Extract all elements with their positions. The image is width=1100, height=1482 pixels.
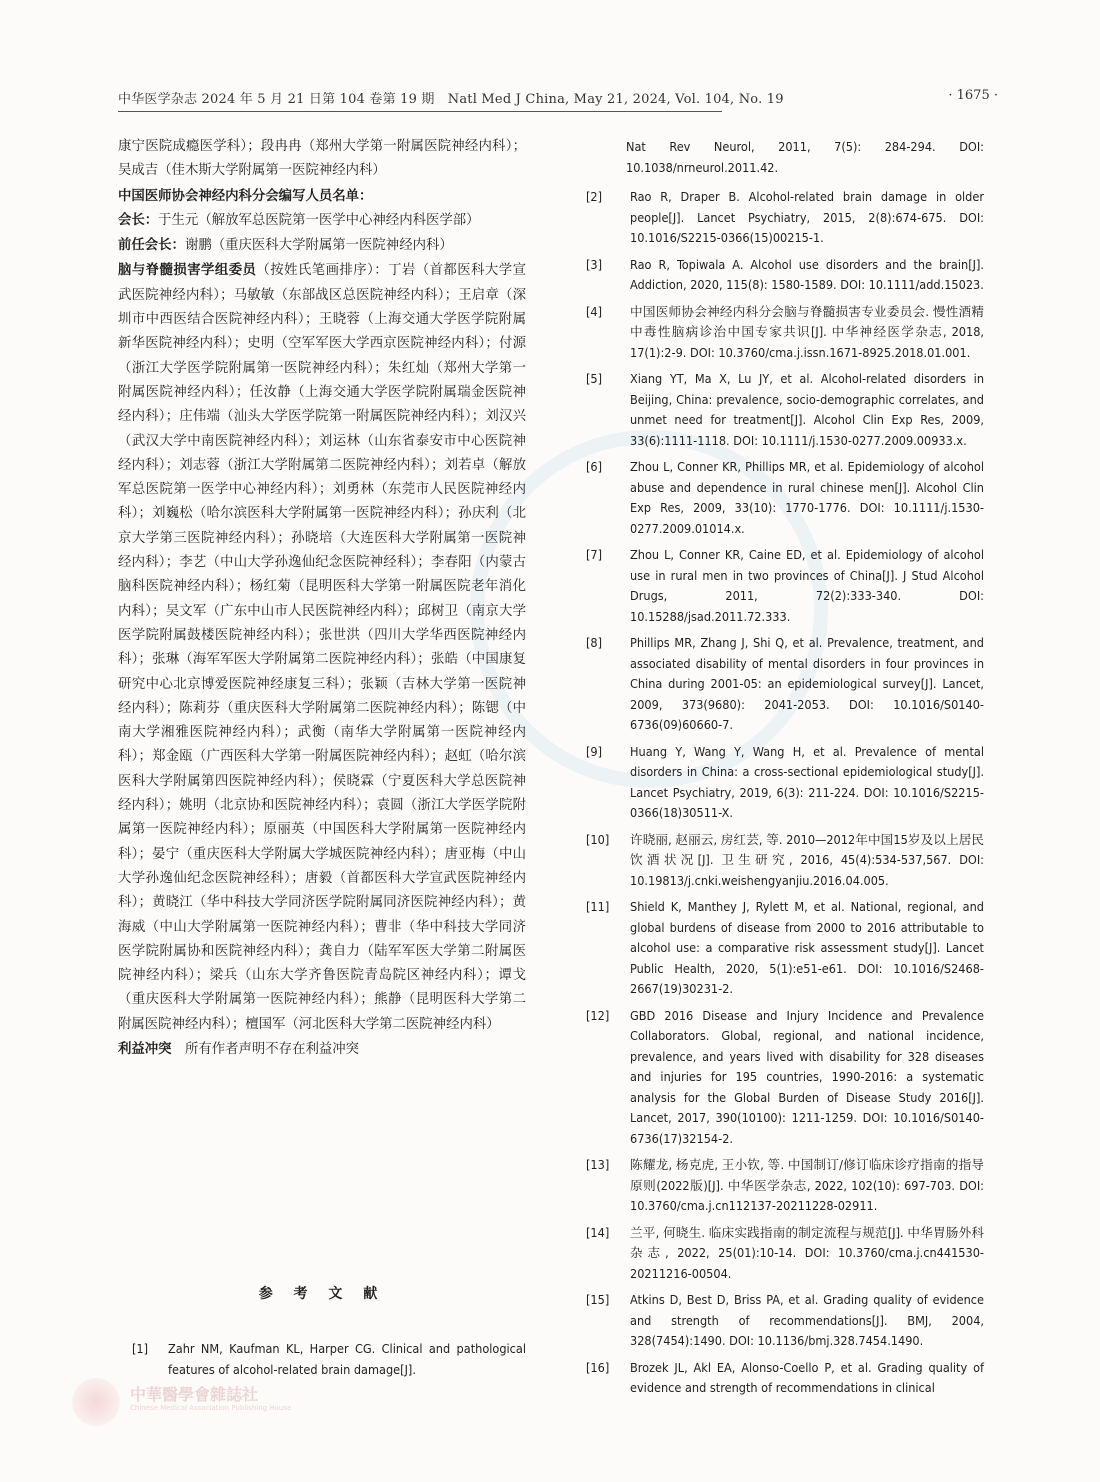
conflict-text: 所有作者声明不存在利益冲突 bbox=[171, 1041, 360, 1057]
former-president-line bbox=[118, 233, 526, 258]
reference-continuation: Nat Rev Neurol, 2011, 7(5): 284-294. DOI: 10.1038/nrneurol.2011.42. bbox=[626, 139, 984, 175]
reference-number: [12] bbox=[586, 1007, 610, 1023]
reference-number: [6] bbox=[586, 459, 603, 474]
reference-number: [7] bbox=[586, 547, 603, 562]
reference-item bbox=[586, 545, 984, 627]
reference-number: [16] bbox=[586, 1359, 610, 1375]
reference-item bbox=[586, 369, 984, 451]
reference-item bbox=[586, 742, 984, 824]
former-president-text: 谢鹏（重庆医科大学附属第一医院神经内科） bbox=[184, 238, 453, 254]
reference-number: [5] bbox=[586, 371, 603, 386]
reference-text: Huang Y, Wang Y, Wang H, et al. Prevalence of mental disorders in China: a cross-sectional epidemiological study[J]. Lancet Psychiatry, 2019, 6(3): 211-224. DOI: 10.1016/S2215-0366(18)30511-X. bbox=[630, 743, 984, 820]
conflict-label: 利益冲突 bbox=[118, 1040, 172, 1057]
reference-text: Rao R, Topiwala A. Alcohol use disorders and the brain[J]. Addiction, 2020, 115(8): 1580-1589. DOI: 10.1111/add.15023. bbox=[630, 256, 984, 292]
reference-text: GBD 2016 Disease and Injury Incidence and Prevalence Collaborators. Global, regional, and national incidence, prevalence, and years lived with disability for 328 diseases and injuries for 195 countries, 1990-2016: a systematic analysis for the Global Burden of Disease Study 2016[J]. Lancet, 2017, 390(10100): 1211-1259. DOI: 10.1016/S0140-6736(17)32154-2. bbox=[630, 1007, 984, 1146]
reference-item bbox=[586, 255, 984, 296]
reference-number: [4] bbox=[586, 303, 603, 319]
references-right bbox=[586, 137, 984, 1405]
reference-number: [15] bbox=[586, 1292, 610, 1307]
reference-item bbox=[586, 1223, 984, 1285]
reference-item bbox=[586, 1358, 984, 1399]
reference-item bbox=[586, 1290, 984, 1352]
reference-text: Zhou L, Conner KR, Phillips MR, et al. Epidemiology of alcohol abuse and dependence in rural chinese men[J]. Alcohol Clin Exp Res, 2009, 33(10): 1770-1776. DOI: 10.1111/j.1530-0277.2009.01014.x. bbox=[630, 459, 984, 536]
reference-text: 兰平, 何晓生. 临床实践指南的制定流程与规范[J]. 中华胃肠外科杂志, 2022, 25(01):10-14. DOI: 10.3760/cma.j.cn441530-20211216-00504. bbox=[630, 1224, 984, 1281]
conflict-of-interest bbox=[118, 1037, 526, 1062]
reference-number: [11] bbox=[586, 899, 610, 914]
reference-text: Atkins D, Best D, Briss PA, et al. Grading quality of evidence and strength of recommendations[J]. BMJ, 2004, 328(7454):1490. DOI: 10.1136/bmj.328.7454.1490. bbox=[630, 1292, 984, 1348]
reference-text: Xiang YT, Ma X, Lu JY, et al. Alcohol-related disorders in Beijing, China: prevalence, socio-demographic correlates, and unmet need for treatment[J]. Alcohol Clin Exp Res, 2009, 33(6):1111-1118. DOI: 10.1111/j.1530-0277.2009.00933.x. bbox=[630, 371, 984, 448]
running-header bbox=[118, 88, 998, 112]
reference-item bbox=[586, 302, 984, 364]
former-president-label: 前任会长： bbox=[118, 237, 185, 254]
reference-item bbox=[586, 457, 984, 539]
reference-item bbox=[586, 830, 984, 892]
reference-item bbox=[586, 633, 984, 736]
reference-text: 中国医师协会神经内科分会脑与脊髓损害专业委员会. 慢性酒精中毒性脑病诊治中国专家共识[J]. 中华神经医学杂志, 2018, 17(1):2-9. DOI: 10.3760/cma.j.issn.1671-8925.2018.01.001. bbox=[630, 303, 984, 360]
references-heading: 参 考 文 献 bbox=[258, 1286, 386, 1302]
reference-text: Shield K, Manthey J, Rylett M, et al. National, regional, and global burdens of disease from 2000 to 2016 attributable to alcohol use: a comparative risk assessment study[J]. Lancet Public Health, 2020, 5(1):e51-e61. DOI: 10.1016/S2468-2667(19)30231-2. bbox=[630, 899, 984, 996]
reference-text: Zhou L, Conner KR, Caine ED, et al. Epidemiology of alcohol use in rural men in two provinces of China[J]. J Stud Alcohol Drugs, 2011, 72(2):333-340. DOI: 10.15288/jsad.2011.72.333. bbox=[630, 547, 984, 624]
reference-item bbox=[586, 1155, 984, 1217]
reference-text: Rao R, Draper B. Alcohol-related brain damage in older people[J]. Lancet Psychiatry, 2015, 2(8):674-675. DOI: 10.1016/S2215-0366(15)00215-1. bbox=[630, 189, 984, 245]
reference-number: [3] bbox=[586, 256, 603, 272]
publisher-logo-icon bbox=[72, 1378, 120, 1426]
reference-item bbox=[132, 1339, 526, 1380]
reference-text: 许晓丽, 赵丽云, 房红芸, 等. 2010—2012年中国15岁及以上居民饮酒状况[J]. 卫生研究, 2016, 45(4):534-537,567. DOI: 10.19813/j.cnki.weishengyanjiu.2016.04.005. bbox=[630, 831, 984, 888]
publisher-name-en: Chinese Medical Association Publishing House bbox=[130, 1404, 292, 1412]
references-left bbox=[132, 1339, 526, 1386]
group-members bbox=[118, 258, 526, 1037]
reference-number: [2] bbox=[586, 189, 603, 204]
journal-citation: 中华医学杂志 2024 年 5 月 21 日第 104 卷第 19 期 Natl Med J China, May 21, 2024, Vol. 104, No. 19 bbox=[118, 92, 784, 107]
reference-number: [10] bbox=[586, 831, 610, 847]
author-affiliations-continued: 康宁医院成瘾医学科）；段冉冉（郑州大学第一附属医院神经内科）；吴成吉（佳木斯大学附属第一医院神经内科） bbox=[118, 139, 526, 179]
group-label: 脑与脊髓损害学组委员 bbox=[118, 262, 257, 279]
committee-title: 中国医师协会神经内科分会编写人员名单： bbox=[118, 187, 373, 204]
reference-item bbox=[586, 897, 984, 1000]
reference-number: [8] bbox=[586, 635, 603, 650]
header-rule bbox=[118, 111, 722, 112]
reference-item bbox=[586, 187, 984, 249]
reference-number: [14] bbox=[586, 1224, 610, 1240]
president-label: 会长： bbox=[118, 211, 159, 228]
reference-number: [1] bbox=[132, 1341, 149, 1356]
reference-text: Zahr NM, Kaufman KL, Harper CG. Clinical and pathological features of alcohol-related brain damage[J]. bbox=[168, 1341, 526, 1377]
group-text: （按姓氏笔画排序）：丁岩（首都医科大学宣武医院神经内科）；马敏敏（东部战区总医院神经内科）；王启章（深圳市中西医结合医院神经内科）；王晓蓉（上海交通大学医学院附属新华医院神经内科）；史明（空军军医大学西京医院神经内科）；付源（浙江大学医学院附属第一医院神经内科）；朱红灿（郑州大学第一附属医院神经内科）；任汝静（上海交通大学医学院附属瑞金医院神经内科）；庄伟端（汕头大学医学院第一附属医院神经内科）；刘汉兴（武汉大学中南医院神经内科）；刘运林（山东省泰安市中心医院神经内科）；刘志蓉（浙江大学附属第二医院神经内科）；刘若卓（解放军总医院第一医学中心神经内科）；刘勇林（东莞市人民医院神经内科）；刘巍松（哈尔滨医科大学附属第一医院神经内科）；孙庆利（北京大学第三医院神经内科）；孙晓培（大连医科大学附属第一医院神经内科）；李艺（中山大学孙逸仙纪念医院神经科）；李春阳（内蒙古脑科医院神经内科）；杨红菊（昆明医科大学第一附属医院老年消化内科）；吴文军（广东中山市人民医院神经内科）；邱树卫（南京大学医学院附属鼓楼医院神经内科）；张世洪（四川大学华西医院神经内科）；张琳（海军军医大学附属第二医院神经内科）；张皓（中国康复研究中心北京博爱医院神经康复三科）；张颖（吉林大学第一医院神经内科）；陈莉芬（重庆医科大学附属第二医院神经内科）；陈锶（中南大学湘雅医院神经内科）；武衡（南华大学附属第一医院神经内科）；郑金瓯（广西医科大学第一附属医院神经内科）；赵虹（哈尔滨医科大学附属第四医院神经内科）；侯晓霖（宁夏医科大学总医院神经内科）；姚明（北京协和医院神经内科）；袁圆（浙江大学医学院附属第一医院神经内科）；原丽英（中国医科大学附属第一医院神经内科）；晏宁（重庆医科大学附属大学城医院神经内科）；唐亚梅（中山大学孙逸仙纪念医院神经科）；唐毅（首都医科大学宣武医院神经内科）；黄晓江（华中科技大学同济医学院附属同济医院神经内科）；黄海威（中山大学附属第一医院神经内科）；曹非（华中科技大学同济医学院附属协和医院神经内科）；龚自力（陆军军医大学第二附属医院神经内科）；梁兵（山东大学齐鲁医院青岛院区神经内科）；谭戈（重庆医科大学附属第一医院神经内科）；熊静（昆明医科大学第二附属医院神经内科）；檀国军（河北医科大学第二医院神经内科） bbox=[118, 263, 526, 1032]
reference-text: Phillips MR, Zhang J, Shi Q, et al. Prevalence, treatment, and associated disability of mental disorders in four provinces in China during 2001-05: an epidemiological survey[J]. Lancet, 2009, 373(9680): 2041-2053. DOI: 10.1016/S0140-6736(09)60660-7. bbox=[630, 635, 984, 732]
reference-text: Brozek JL, Akl EA, Alonso-Coello P, et al. Grading quality of evidence and strength of recommendations in clinical bbox=[630, 1359, 984, 1395]
reference-number: [9] bbox=[586, 743, 603, 759]
reference-item bbox=[586, 1006, 984, 1150]
left-column bbox=[118, 135, 526, 1062]
president-line bbox=[118, 208, 526, 233]
page-number: · 1675 · bbox=[948, 88, 998, 103]
reference-text: 陈耀龙, 杨克虎, 王小钦, 等. 中国制订/修订临床诊疗指南的指导原则(2022版)[J]. 中华医学杂志, 2022, 102(10): 697-703. DOI: 10.3760/cma.j.cn112137-20211228-02911. bbox=[630, 1157, 984, 1213]
reference-number: [13] bbox=[586, 1157, 610, 1172]
publisher-name: 中華醫學會雜誌社 bbox=[130, 1385, 259, 1404]
president-text: 于生元（解放军总医院第一医学中心神经内科医学部） bbox=[158, 212, 480, 228]
